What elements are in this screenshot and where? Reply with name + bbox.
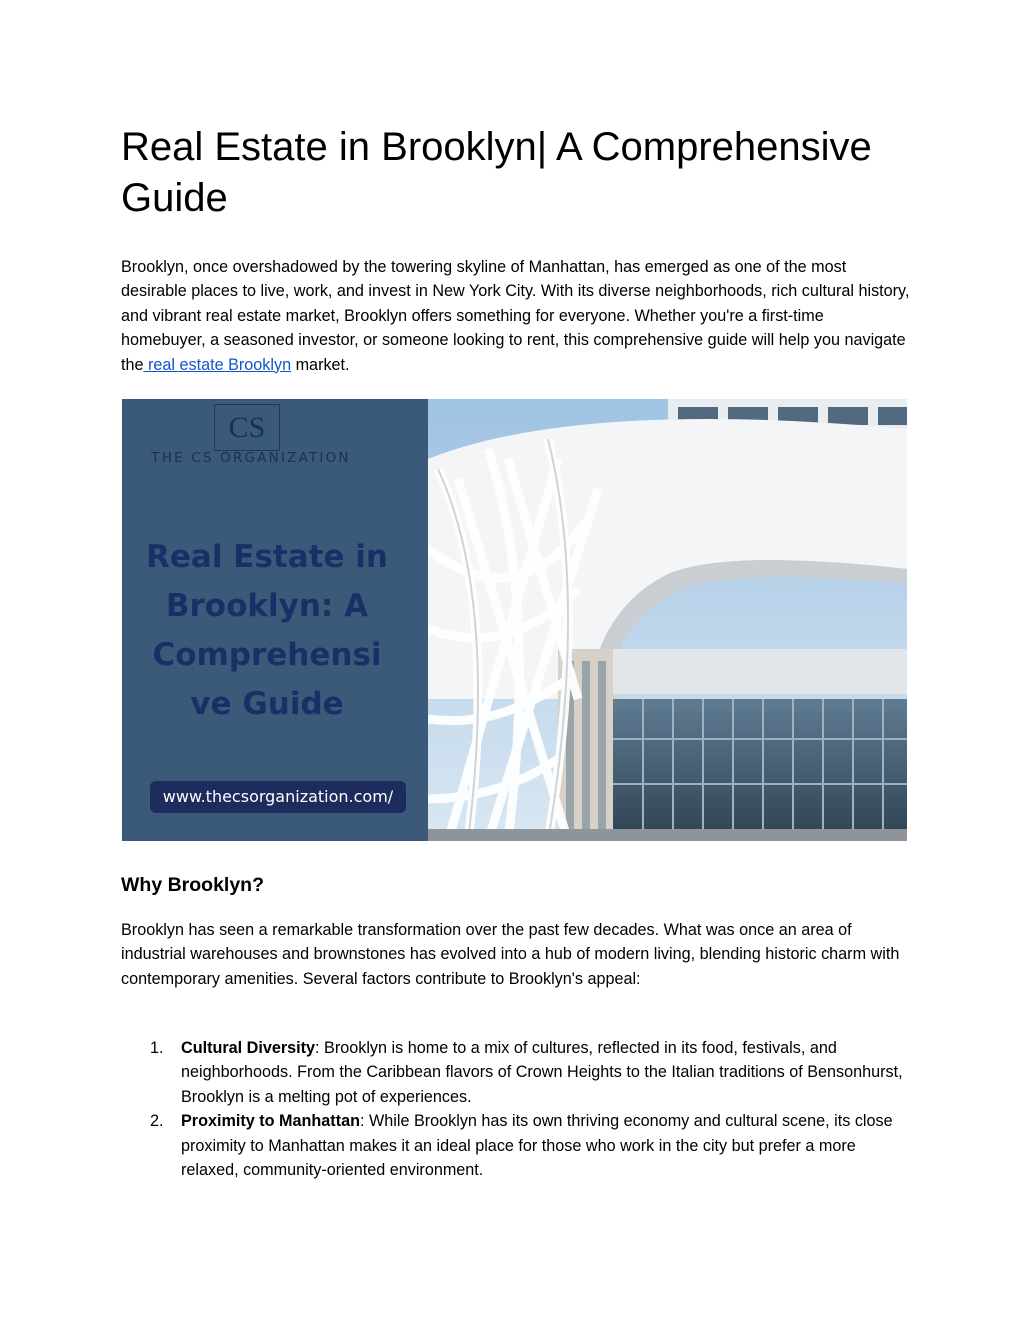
hero-title: Real Estate in Brooklyn: A Comprehensi ve Guide [146,539,388,722]
list-number: 1. [150,1039,164,1057]
real-estate-brooklyn-link[interactable]: real estate Brooklyn [143,355,292,374]
list-number: 2. [150,1112,164,1131]
building-photo [428,399,907,841]
list-text: : While Brooklyn has its own thriving economy and cultural scene, its close proximity to Manhattan makes it an ideal place for those who work in the city but prefer a more relaxed, community-oriented environment. [181,1112,893,1180]
list-term: Proximity to Manhattan [181,1112,360,1131]
list-text: : Brooklyn is home to a mix of cultures, reflected in its food, festivals, and neighborhoods. From the Caribbean flavors of Crown Heights to the Italian traditions of Bensonhurst, Brooklyn is a melting pot of experiences. [181,1039,903,1106]
logo-text: CS [228,410,266,444]
intro-text: Brooklyn, once overshadowed by the towering skyline of Manhattan, has emerged as one of the most desirable places to live, work, and invest in New York City. With its diverse neighborhoods, rich cultural history, and vibrant real estate market, Brooklyn offers something for everyone. Whether you're a first-time homebuyer, a seasoned investor, or someone looking to rent, this comprehensive guide will help you navigate the [121,258,910,374]
factors-list [121,1036,911,1182]
cs-logo [214,404,280,451]
section-paragraph: Brooklyn has seen a remarkable transformation over the past few decades. What was once an area of industrial warehouses and brownstones has evolved into a hub of modern living, blending historic charm with contemporary amenities. Several factors contribute to Brooklyn's appeal: [121,921,900,988]
page-title: Real Estate in Brooklyn| A Comprehensive Guide [121,125,872,220]
hero-url-badge: www.thecsorganization.com/ [150,781,406,813]
list-item [121,1109,911,1182]
list-term: Cultural Diversity [181,1039,316,1057]
hero-text-panel [122,399,428,841]
building-illustration [428,399,907,841]
list-item [121,1036,911,1109]
hero-banner-image [122,399,907,841]
section-heading: Why Brooklyn? [121,874,265,896]
intro-paragraph [121,255,911,377]
intro-text-end: market. [291,355,350,374]
org-name: THE CS ORGANIZATION [151,450,351,466]
